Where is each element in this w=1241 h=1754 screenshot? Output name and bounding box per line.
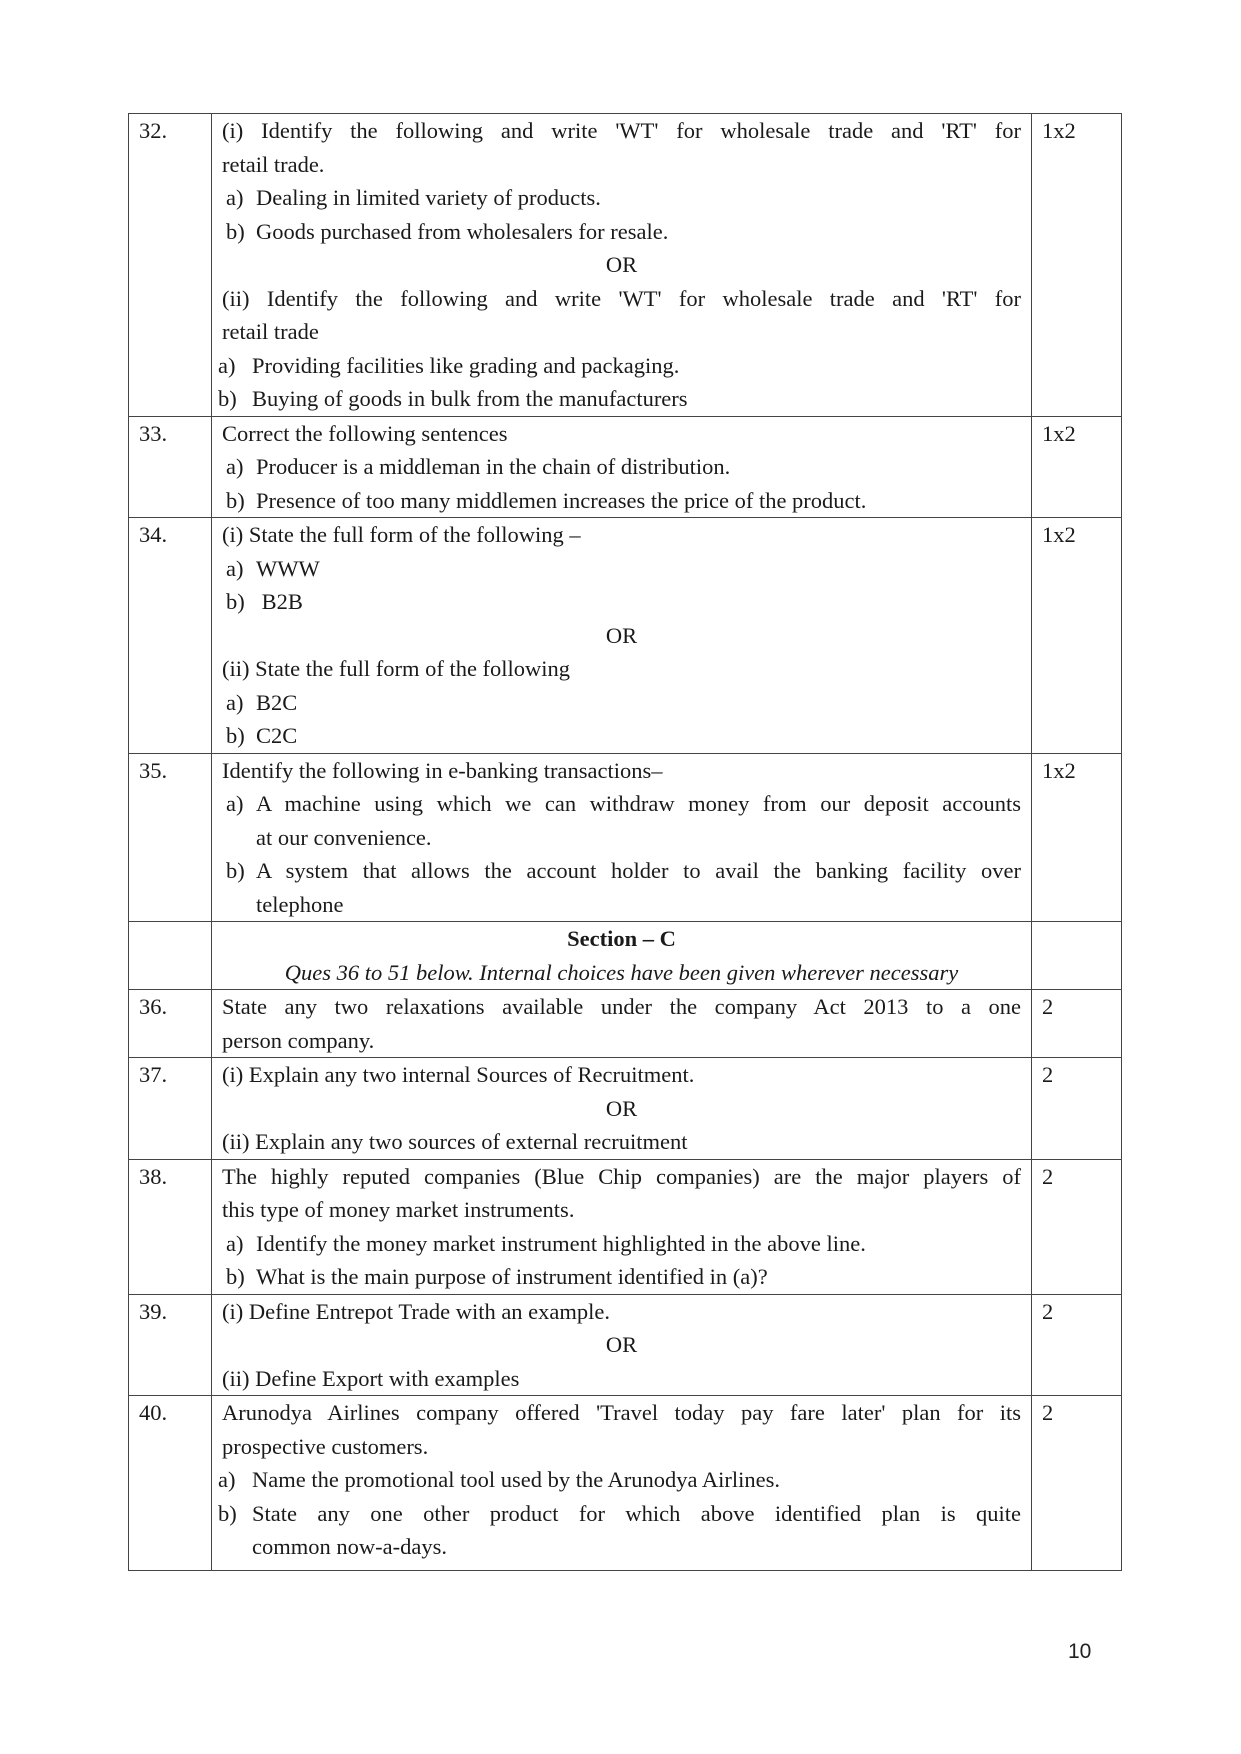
section-header-row xyxy=(129,922,1122,990)
question-number: 35. xyxy=(129,753,212,922)
question-text: (i) Identify the following and write 'WT' for wholesale trade and 'RT' for retail trade. a) Dealing in limited variety of products. b) Goods purchased from wholesalers for resale. OR (ii) Identify the following and write 'WT' for wholesale trade and 'RT' for retail trade a) Providing facilities like grading and packaging. b) Buying of goods in bulk from the manufacturers xyxy=(212,114,1032,417)
question-number: 34. xyxy=(129,518,212,754)
question-marks: 1x2 xyxy=(1032,114,1122,417)
or-separator: OR xyxy=(605,1332,638,1357)
table-row xyxy=(129,1159,1122,1294)
questions-table xyxy=(128,113,1122,1571)
or-separator: OR xyxy=(605,622,638,648)
question-text: Correct the following sentences a) Producer is a middleman in the chain of distribution. b) Presence of too many middlemen increases the price of the product. xyxy=(212,416,1032,518)
question-number: 39. xyxy=(129,1294,212,1396)
table-row xyxy=(129,1058,1122,1160)
page-number: 10 xyxy=(1068,1640,1092,1663)
or-separator: OR xyxy=(605,252,638,277)
section-title: Section – C xyxy=(567,926,676,951)
question-text: State any two relaxations available under the company Act 2013 to a one person company. xyxy=(212,990,1032,1058)
question-text: Arunodya Airlines company offered 'Travel today pay fare later' plan for its prospective customers. a) Name the promotional tool used by the Arunodya Airlines. b) State any one other product for which above identified plan is quite common now-a-days. xyxy=(212,1396,1032,1571)
question-marks: 1x2 xyxy=(1032,518,1122,754)
question-marks: 1x2 xyxy=(1032,416,1122,518)
question-marks: 1x2 xyxy=(1032,753,1122,922)
table-row xyxy=(129,518,1122,754)
section-header xyxy=(212,922,1032,990)
table-row xyxy=(129,753,1122,922)
table-row xyxy=(129,114,1122,417)
question-number: 38. xyxy=(129,1159,212,1294)
table-row xyxy=(129,1396,1122,1571)
question-marks: 2 xyxy=(1032,1396,1122,1571)
question-marks: 2 xyxy=(1032,1294,1122,1396)
table-row xyxy=(129,416,1122,518)
table-row xyxy=(129,990,1122,1058)
section-note: Ques 36 to 51 below. Internal choices have been given wherever necessary xyxy=(284,959,959,985)
question-text: The highly reputed companies (Blue Chip companies) are the major players of this type of money market instruments. a) Identify the money market instrument highlighted in the above line. b) What is the main purpose of instrument identified in (a)? xyxy=(212,1159,1032,1294)
question-text: (i) Define Entrepot Trade with an example. OR (ii) Define Export with examples xyxy=(212,1294,1032,1396)
table-row xyxy=(129,1294,1122,1396)
question-marks: 2 xyxy=(1032,1159,1122,1294)
question-number: 36. xyxy=(129,990,212,1058)
question-text: (i) Explain any two internal Sources of Recruitment. OR (ii) Explain any two sources of external recruitment xyxy=(212,1058,1032,1160)
question-number: 40. xyxy=(129,1396,212,1571)
question-number: 32. xyxy=(129,114,212,417)
question-number: 33. xyxy=(129,416,212,518)
or-separator: OR xyxy=(605,1095,638,1121)
question-number: 37. xyxy=(129,1058,212,1160)
question-text: (i) State the full form of the following – a) WWW b) B2B OR (ii) State the full form of the following a) B2C b) C2C xyxy=(212,518,1032,754)
question-marks: 2 xyxy=(1032,990,1122,1058)
question-text: Identify the following in e-banking transactions– a) A machine using which we can withdraw money from our deposit accounts at our convenience. b) A system that allows the account holder to avail the banking facility over telephone xyxy=(212,753,1032,922)
question-marks: 2 xyxy=(1032,1058,1122,1160)
